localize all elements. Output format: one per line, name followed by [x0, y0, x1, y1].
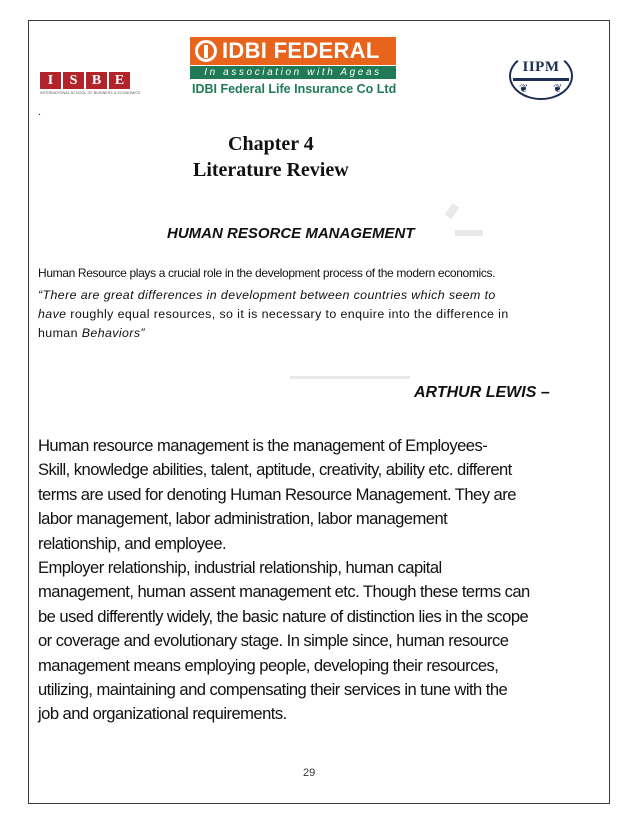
isbe-logo	[40, 72, 141, 98]
iipm-underline	[513, 78, 569, 81]
quote-line-2-italic: have	[38, 307, 67, 321]
isbe-tagline: INTERNATIONAL SCHOOL OF BUSINESS & ECONOMICS	[40, 91, 141, 95]
body-line: Human resource management is the management of Employees-	[38, 436, 488, 455]
watermark-trace	[290, 376, 410, 379]
quote-line-1: “There are great differences in development between countries which seem to	[38, 288, 496, 302]
intro-paragraph: Human Resource plays a crucial role in the development process of the modern economics.	[38, 266, 496, 280]
body-line: Skill, knowledge abilities, talent, aptitude, creativity, ability etc. different	[38, 460, 512, 480]
iipm-logo	[505, 52, 577, 104]
body-line: be used differently widely, the basic nature of distinction lies in the scope	[38, 606, 529, 626]
section-heading: HUMAN RESORCE MANAGEMENT	[167, 225, 415, 242]
isbe-letter: E	[109, 72, 130, 89]
body-paragraph	[38, 434, 602, 727]
quote-line	[38, 286, 598, 305]
chapter-subtitle: Literature Review	[193, 159, 349, 181]
isbe-letter: S	[63, 72, 84, 89]
body-line: terms are used for denoting Human Resource Management. They are	[38, 484, 516, 504]
body-line: management means employing people, developing their resources,	[38, 655, 499, 675]
stray-dot: .	[38, 106, 42, 118]
quote-block	[38, 286, 598, 343]
isbe-letter: I	[40, 72, 61, 89]
idbi-company-name: IDBI Federal Life Insurance Co Ltd	[192, 82, 397, 96]
body-line: job and organizational requirements.	[38, 704, 287, 724]
body-line: relationship, and employee.	[38, 533, 227, 553]
page-number: 29	[303, 767, 316, 779]
laurel-leaf-icon: ❦	[553, 83, 563, 95]
body-line: Employer relationship, industrial relationship, human capital	[38, 558, 442, 578]
quote-line-2-rest: roughly equal resources, so it is necessary to enquire into the difference in	[66, 307, 509, 321]
chapter-title: Chapter 4	[228, 133, 314, 155]
idbi-mark-icon	[195, 40, 217, 62]
iipm-logo-text: IIPM	[522, 59, 560, 75]
quote-line	[38, 324, 598, 343]
quote-line	[38, 305, 598, 324]
quote-line-3-plain: human	[38, 326, 82, 340]
quote-line-3-italic: Behaviors”	[81, 326, 145, 340]
body-line: labor management, labor administration, labor management	[38, 509, 448, 529]
quote-author: ARTHUR LEWIS –	[414, 384, 550, 401]
watermark-trace	[455, 230, 483, 236]
idbi-banner	[190, 37, 396, 65]
idbi-brand-text: IDBI FEDERAL	[222, 38, 380, 63]
body-line: management, human assent management etc. Though these terms can	[38, 582, 530, 602]
body-line: or coverage and evolutionary stage. In simple since, human resource	[38, 631, 509, 651]
laurel-leaf-icon: ❦	[519, 83, 529, 95]
body-line: utilizing, maintaining and compensating their services in tune with the	[38, 680, 508, 700]
idbi-federal-logo	[190, 37, 398, 100]
idbi-association-strip: In association with Ageas	[190, 66, 396, 79]
isbe-letter: B	[86, 72, 107, 89]
